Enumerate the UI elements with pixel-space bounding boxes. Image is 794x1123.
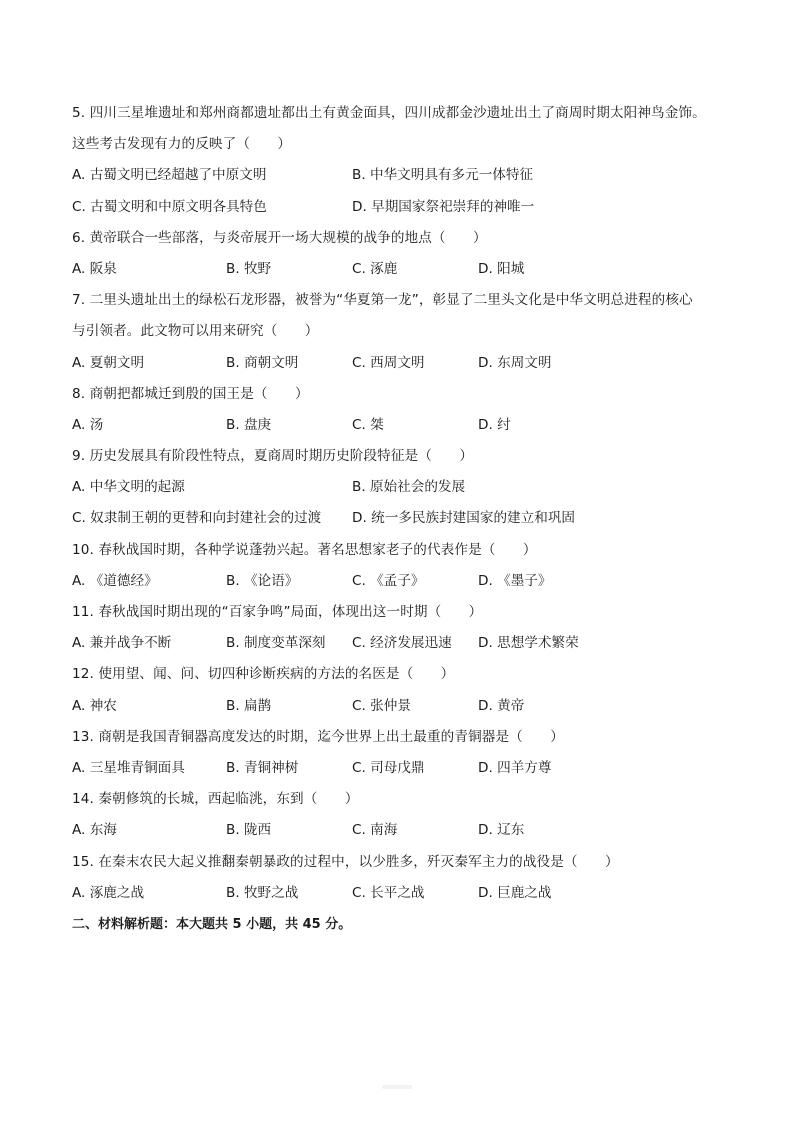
page-footer-mark <box>382 1085 412 1089</box>
answer-option[interactable]: D. 思想学术繁荣 <box>478 635 579 652</box>
option-row <box>72 753 732 784</box>
option-row <box>72 815 732 846</box>
option-row <box>72 503 732 534</box>
answer-option[interactable]: C. 长平之战 <box>352 884 425 901</box>
answer-option[interactable]: B. 《论语》 <box>226 572 299 589</box>
answer-option[interactable]: A. 神农 <box>72 697 117 714</box>
answer-option[interactable]: A. 夏朝文明 <box>72 354 145 371</box>
option-row <box>72 878 732 909</box>
option-row <box>72 192 732 223</box>
answer-option[interactable]: A. 三星堆青铜面具 <box>72 759 185 776</box>
answer-option[interactable]: D. 黄帝 <box>478 697 525 714</box>
answer-option[interactable]: D. 《墨子》 <box>478 572 552 589</box>
question-stem: 13. 商朝是我国青铜器高度发达的时期，迄今世界上出土最重的青铜器是（ ） <box>72 728 564 745</box>
question-stem: 15. 在秦末农民大起义推翻秦朝暴政的过程中，以少胜多，歼灭秦军主力的战役是（ ） <box>72 853 619 870</box>
answer-option[interactable]: C. 桀 <box>352 416 384 433</box>
question-stem: 9. 历史发展具有阶段性特点，夏商周时期历史阶段特征是（ ） <box>72 448 474 465</box>
answer-option[interactable]: B. 中华文明具有多元一体特征 <box>352 167 534 184</box>
answer-option[interactable]: D. 巨鹿之战 <box>478 884 552 901</box>
answer-option[interactable]: C. 古蜀文明和中原文明各具特色 <box>72 198 267 215</box>
question-stem: 8. 商朝把都城迁到殷的国王是（ ） <box>72 385 309 402</box>
question-stem: 5. 四川三星堆遗址和郑州商都遗址都出土有黄金面具，四川成都金沙遗址出土了商周时期太阳神鸟金饰。 <box>72 105 706 121</box>
answer-option[interactable]: A. 兼并战争不断 <box>72 635 172 652</box>
answer-option[interactable]: C. 《孟子》 <box>352 572 425 589</box>
section-heading: 二、材料解析题：本大题共 5 小题，共 45 分。 <box>72 916 352 932</box>
answer-option[interactable]: B. 牧野之战 <box>226 884 299 901</box>
answer-option[interactable]: A. 中华文明的起源 <box>72 479 185 496</box>
answer-option[interactable]: A. 东海 <box>72 822 117 839</box>
option-row <box>72 410 732 441</box>
answer-option[interactable]: D. 早期国家祭祀崇拜的神唯一 <box>352 198 535 215</box>
answer-option[interactable]: B. 制度变革深刻 <box>226 635 326 652</box>
answer-option[interactable]: A. 汤 <box>72 416 104 433</box>
answer-option[interactable]: A. 《道德经》 <box>72 572 158 589</box>
option-row <box>72 566 732 597</box>
question-list <box>72 98 732 940</box>
answer-option[interactable]: B. 牧野 <box>226 260 272 277</box>
question-stem: 与引领者。此文物可以用来研究（ ） <box>72 323 319 340</box>
answer-option[interactable]: C. 司母戊鼎 <box>352 759 425 776</box>
answer-option[interactable]: A. 古蜀文明已经超越了中原文明 <box>72 167 267 184</box>
answer-option[interactable]: B. 盘庚 <box>226 416 272 433</box>
answer-option[interactable]: C. 经济发展迅速 <box>352 635 452 652</box>
question-stem: 6. 黄帝联合一些部落，与炎帝展开一场大规模的战争的地点（ ） <box>72 229 487 246</box>
option-row <box>72 472 732 503</box>
question-stem: 12. 使用望、闻、问、切四种诊断疾病的方法的名医是（ ） <box>72 666 455 683</box>
answer-option[interactable]: D. 东周文明 <box>478 354 552 371</box>
answer-option[interactable]: B. 青铜神树 <box>226 759 299 776</box>
answer-option[interactable]: B. 陇西 <box>226 822 272 839</box>
answer-option[interactable]: A. 涿鹿之战 <box>72 884 145 901</box>
answer-option[interactable]: D. 阳城 <box>478 260 525 277</box>
option-row <box>72 628 732 659</box>
answer-option[interactable]: A. 阪泉 <box>72 260 117 277</box>
option-row <box>72 691 732 722</box>
answer-option[interactable]: B. 商朝文明 <box>226 354 299 371</box>
answer-option[interactable]: D. 统一多民族封建国家的建立和巩固 <box>352 510 576 527</box>
question-stem: 11. 春秋战国时期出现的“百家争鸣”局面，体现出这一时期（ ） <box>72 604 483 620</box>
option-row <box>72 160 732 191</box>
question-stem: 14. 秦朝修筑的长城，西起临洮，东到（ ） <box>72 791 359 808</box>
answer-option[interactable]: C. 南海 <box>352 822 398 839</box>
answer-option[interactable]: C. 涿鹿 <box>352 260 398 277</box>
question-stem: 这些考古发现有力的反映了（ ） <box>72 136 292 153</box>
answer-option[interactable]: C. 张仲景 <box>352 697 411 714</box>
option-row <box>72 348 732 379</box>
answer-option[interactable]: D. 辽东 <box>478 822 525 839</box>
option-row <box>72 254 732 285</box>
question-stem: 10. 春秋战国时期，各种学说蓬勃兴起。著名思想家老子的代表作是（ ） <box>72 541 537 558</box>
answer-option[interactable]: B. 扁鹊 <box>226 697 272 714</box>
answer-option[interactable]: D. 纣 <box>478 416 511 433</box>
answer-option[interactable]: C. 奴隶制王朝的更替和向封建社会的过渡 <box>72 510 322 527</box>
answer-option[interactable]: D. 四羊方尊 <box>478 759 552 776</box>
answer-option[interactable]: B. 原始社会的发展 <box>352 479 466 496</box>
answer-option[interactable]: C. 西周文明 <box>352 354 425 371</box>
question-stem: 7. 二里头遗址出土的绿松石龙形器，被誉为“华夏第一龙”，彰显了二里头文化是中华文明总进程的核心 <box>72 292 693 309</box>
